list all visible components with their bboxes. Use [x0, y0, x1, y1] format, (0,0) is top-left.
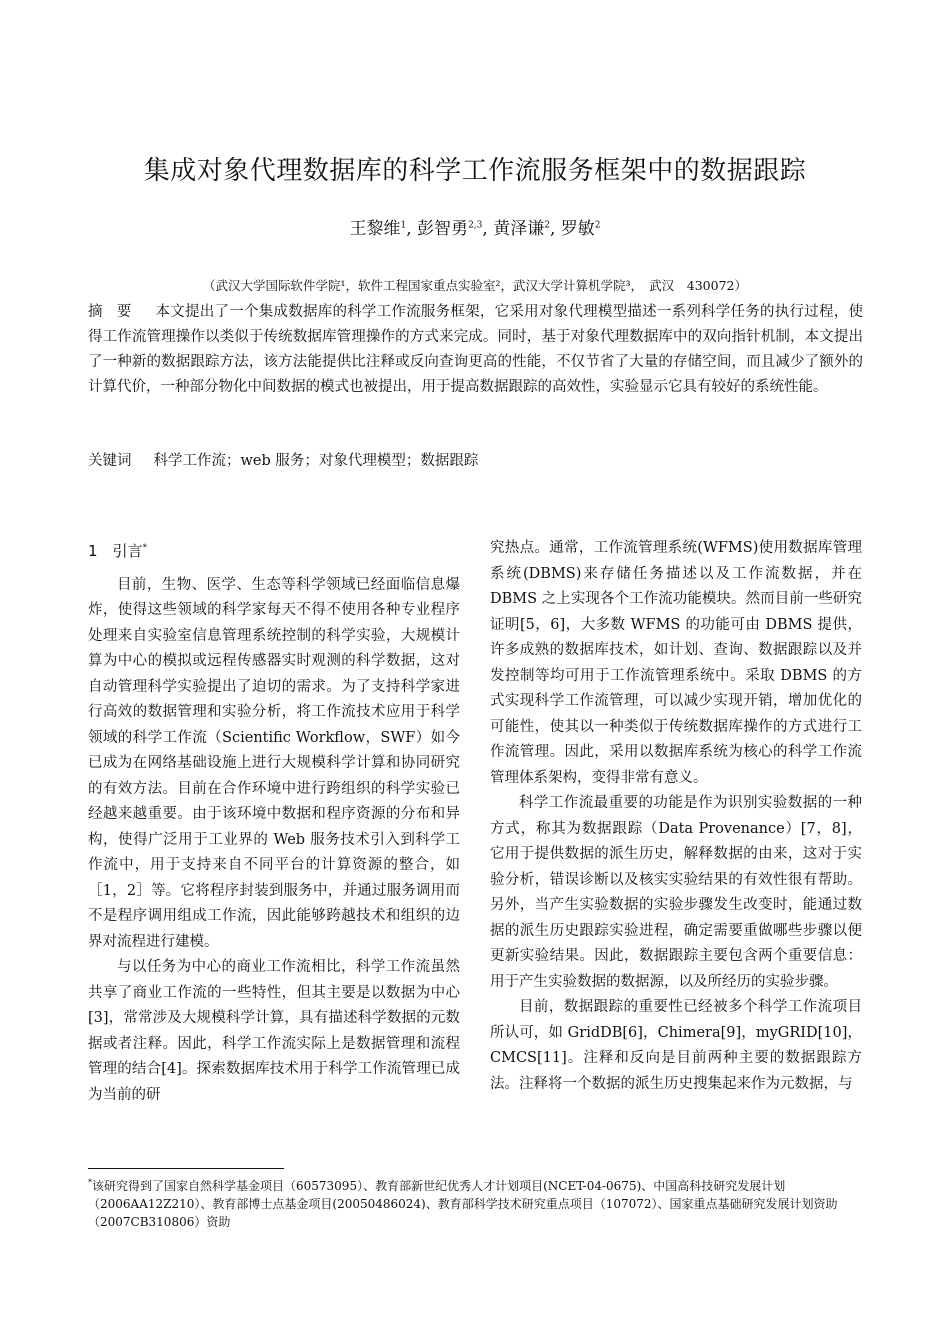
abstract — [88, 300, 863, 400]
paper-title: 集成对象代理数据库的科学工作流服务框架中的数据跟踪 — [143, 156, 807, 186]
body-paragraph: 目前，生物、医学、生态等科学领域已经面临信息爆炸，使得这些领域的科学家每天不得不使用各种专业程序处理来自实验室信息管理系统控制的科学实验，大规模计算为中心的模拟或远程传感器实时观测的科学数据，这对自动管理科学实验提出了迫切的需求。为了支持科学家进行高效的数据管理和实验分析，将工作流技术应用于科学领域的科学工作流（Scientific Workflow，SWF）如今已成为在网络基础设施上进行大规模科学计算和协同研究的有效方法。目前在合作环境中进行跨组织的科学实验已经越来越重要。由于该环境中数据和程序资源的分布和异构，使得广泛用于工业界的 Web 服务技术引入到科学工作流中，用于支持来自不同平台的计算资源的整合，如［1，2］等。它将程序封装到服务中，并通过服务调用而不是程序调用组成工作流，因此能够跨越技术和组织的边界对流程进行建模。 — [88, 576, 460, 950]
footnote — [88, 1174, 863, 1231]
abstract-text: 本文提出了一个集成数据库的科学工作流服务框架，它采用对象代理模型描述一系列科学任务的执行过程，使得工作流管理操作以类似于传统数据库管理操作的方式来完成。同时，基于对象代理数据库中的双向指针机制，本文提出了一种新的数据跟踪方法，该方法能提供比注释或反向查询更高的性能，不仅节省了大量的存储空间，而且减少了额外的计算代价，一种部分物化中间数据的模式也被提出，用于提高数据跟踪的高效性，实验显示它具有较好的系统性能。 — [88, 304, 864, 395]
footnote-text: 该研究得到了国家自然科学基金项目（60573095）、教育部新世纪优秀人才计划项目(NCET-04-0675)、中国高科技研究发展计划（2006AA12Z210）、教育部博士点基金项目(20050486024)、教育部科学技术研究重点项目（107072）、国家重点基础研究发展计划资助（2007CB310806）资助 — [88, 1179, 838, 1229]
body-paragraph: 科学工作流最重要的功能是作为识别实验数据的一种方式，称其为数据跟踪（Data Provenance）[7，8]，它用于提供数据的派生历史，解释数据的由来，这对于实验分析，错误诊断以及核实实验结果的有效性很有帮助。另外，当产生实验数据的实验步骤发生改变时，能通过数据的派生历史跟踪实验进程，确定需要重做哪些步骤以便更新实验结果。因此，数据跟踪主要包含两个重要信息：用于产生实验数据的数据源，以及所经历的实验步骤。 — [490, 795, 862, 990]
footnote-ref: * — [142, 543, 148, 553]
affiliation: （武汉大学国际软件学院¹，软件工程国家重点实验室²，武汉大学计算机学院³， 武汉 430072） — [202, 278, 747, 293]
author-affil-mark: 1 — [400, 220, 407, 231]
author-separator: , — [549, 219, 556, 239]
author-name: 彭智勇 — [417, 219, 469, 239]
section-number: 1 — [88, 542, 98, 560]
abstract-label: 摘要 — [88, 304, 146, 320]
author-separator: , — [406, 219, 412, 239]
footnote-divider — [88, 1168, 284, 1169]
body-paragraph: 目前，数据跟踪的重要性已经被多个科学工作流项目所认可，如 GridDB[6]，Chimera[9]，myGRID[10]，CMCS[11]。注释和反向是目前两种主要的数据跟踪方法。注释将一个数据的派生历史搜集起来作为元数据，与 — [490, 999, 862, 1092]
body-paragraph: 究热点。通常，工作流管理系统(WFMS)使用数据库管理系统(DBMS)来存储任务描述以及工作流数据，并在 DBMS 之上实现各个工作流功能模块。然而目前一些研究证明[5，6]，大多数 WFMS 的功能可由 DBMS 提供，许多成熟的数据库技术，如计划、查询、数据跟踪以及并发控制等均可用于工作流管理系统中。采取 DBMS 的方式实现科学工作流管理，可以减少实现开销，增加优化的可能性，使其以一种类似于传统数据库操作的方式进行工作流管理。因此，采用以数据库系统为核心的科学工作流管理体系架构，变得非常有意义。 — [490, 540, 862, 786]
author-affil-mark: 2 — [544, 220, 550, 231]
author-affil-mark: 2,3 — [468, 220, 483, 231]
body-paragraph: 与以任务为中心的商业工作流相比，科学工作流虽然共享了商业工作流的一些特性，但其主要是以数据为中心[3]，常常涉及大规模科学计算，具有描述科学数据的元数据或者注释。因此，科学工作流实际上是数据管理和流程管理的结合[4]。探索数据库技术用于科学工作流管理已成为当前的研 — [88, 959, 460, 1103]
section-heading — [88, 536, 460, 565]
right-column — [490, 536, 862, 1097]
left-column — [88, 536, 460, 1108]
keywords-text: 科学工作流；web 服务；对象代理模型；数据跟踪 — [153, 453, 479, 469]
section-title: 引言 — [112, 542, 143, 560]
keywords — [88, 449, 863, 474]
author-name: 黄泽谦 — [493, 219, 545, 239]
author-list — [0, 214, 950, 239]
keywords-label: 关键词 — [88, 453, 132, 469]
author-affil-mark: 2 — [594, 220, 601, 231]
author-name: 王黎维 — [349, 219, 401, 239]
footnote-mark: * — [88, 1178, 92, 1187]
author-name: 罗敏 — [560, 219, 595, 239]
author-separator: , — [482, 219, 488, 239]
